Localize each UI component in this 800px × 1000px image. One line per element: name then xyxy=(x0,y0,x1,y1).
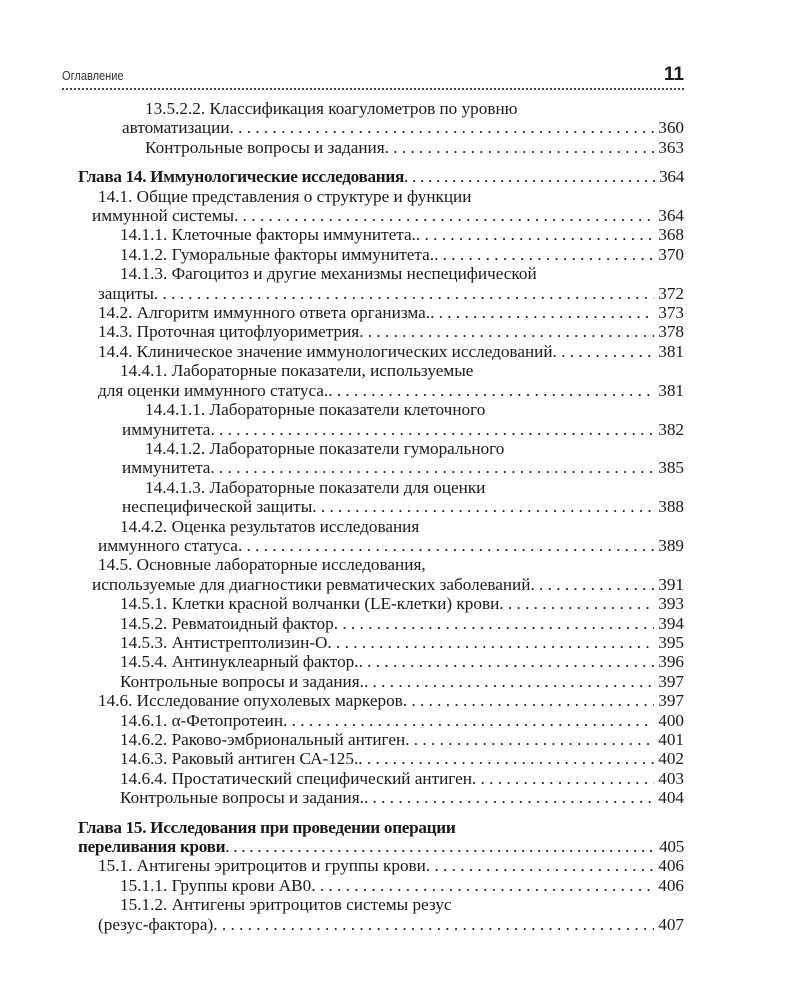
toc-line xyxy=(78,206,684,225)
toc-line xyxy=(78,303,684,322)
dot-leader xyxy=(385,138,655,157)
toc-line xyxy=(78,284,684,303)
toc-line xyxy=(78,769,684,788)
toc-entry-title: иммунной системы xyxy=(92,206,235,226)
running-header xyxy=(62,64,684,90)
toc-page-number: 389 xyxy=(658,535,684,555)
dot-leader xyxy=(416,225,654,244)
toc-entry-title: (резус-фактора) xyxy=(98,914,214,934)
dot-leader xyxy=(225,837,655,856)
toc-page-number: 397 xyxy=(658,671,684,691)
toc-line xyxy=(78,99,684,118)
dot-leader xyxy=(364,788,654,807)
dot-leader xyxy=(405,730,654,749)
toc-line xyxy=(78,536,684,555)
toc-entry[interactable] xyxy=(78,303,684,322)
toc-page-number: 394 xyxy=(658,613,684,633)
toc-page-number: 401 xyxy=(658,730,684,749)
dot-leader xyxy=(210,420,654,439)
toc-entry-title: неспецифической защиты xyxy=(122,497,313,517)
toc-page-number: 370 xyxy=(658,244,684,264)
toc-line xyxy=(78,225,684,244)
toc-entry-title: 15.1. Антигены эритроцитов и группы крови xyxy=(98,856,426,876)
toc-entry-title: 14.4.1.3. Лабораторные показатели для оценки xyxy=(145,477,486,497)
toc-line xyxy=(78,400,684,419)
toc-entry[interactable] xyxy=(78,876,684,895)
toc-entry-title: 15.1.2. Антигены эритроцитов системы резус xyxy=(120,895,452,915)
toc-entry[interactable] xyxy=(78,99,684,138)
toc-entry-title: автоматизации xyxy=(122,118,230,138)
running-header-title: Оглавление xyxy=(62,68,124,83)
toc-line xyxy=(78,497,684,516)
toc-entry-title: защиты xyxy=(98,283,154,303)
toc-line xyxy=(78,711,684,730)
toc-entry-title: 14.5.4. Антинуклеарный фактор. xyxy=(120,652,359,672)
toc-entry[interactable] xyxy=(78,672,684,691)
toc-entry[interactable] xyxy=(78,322,684,341)
toc-entry-title: 14.5. Основные лабораторные исследования, xyxy=(98,555,426,575)
toc-line xyxy=(78,876,684,895)
dot-leader xyxy=(358,749,654,768)
dot-leader xyxy=(234,206,654,225)
toc-entry[interactable] xyxy=(78,400,684,439)
toc-entry[interactable] xyxy=(78,594,684,613)
toc-entry[interactable] xyxy=(78,245,684,264)
toc-entry[interactable] xyxy=(78,856,684,875)
toc-line xyxy=(78,381,684,400)
toc-entry-title: 14.1. Общие представления о структуре и функции xyxy=(98,186,472,206)
toc-entry[interactable] xyxy=(78,895,684,934)
toc-line xyxy=(78,837,684,856)
toc-entry-title: 14.4.2. Оценка результатов исследования xyxy=(120,516,420,536)
toc-entry-title: 14.6.2. Раково-эмбриональный антиген xyxy=(120,730,406,749)
toc-page-number: 405 xyxy=(659,837,684,857)
toc-entry[interactable] xyxy=(78,730,684,749)
toc-entry-title: 14.6. Исследование опухолевых маркеров xyxy=(98,691,403,711)
toc-line xyxy=(78,856,684,875)
toc-line xyxy=(78,691,684,710)
toc-entry[interactable] xyxy=(78,711,684,730)
dot-leader xyxy=(404,167,655,186)
dot-leader xyxy=(530,575,654,594)
toc-entry[interactable] xyxy=(78,187,684,226)
table-of-contents xyxy=(78,99,684,934)
toc-line xyxy=(78,264,684,283)
toc-page-number: 395 xyxy=(658,632,684,652)
toc-entry-title: 14.1.2. Гуморальные факторы иммунитета. xyxy=(120,244,435,264)
toc-entry[interactable] xyxy=(78,225,684,244)
toc-entry-title: иммунитета xyxy=(122,419,211,439)
dot-leader xyxy=(154,284,654,303)
toc-entry-title: используемые для диагностики ревматических заболеваний xyxy=(92,574,531,594)
toc-page-number: 393 xyxy=(658,594,684,614)
toc-line xyxy=(78,555,684,574)
dot-leader xyxy=(238,536,654,555)
dot-leader xyxy=(210,458,654,477)
toc-entry-title: 14.4.1.2. Лабораторные показатели гуморального xyxy=(145,438,505,458)
toc-line xyxy=(78,594,684,613)
dot-leader xyxy=(499,594,654,613)
page-number: 11 xyxy=(663,64,684,85)
toc-entry-title: 14.1.3. Фагоцитоз и другие механизмы неспецифической xyxy=(120,264,537,284)
toc-page-number: 406 xyxy=(658,875,684,895)
toc-entry-title: Глава 15. Исследования при проведении операции xyxy=(78,817,456,837)
toc-line xyxy=(78,915,684,934)
toc-line xyxy=(78,730,684,749)
toc-line xyxy=(78,187,684,206)
dot-leader xyxy=(359,322,654,341)
toc-line xyxy=(78,895,684,914)
toc-line xyxy=(78,818,684,837)
toc-line xyxy=(78,361,684,380)
toc-page-number: 373 xyxy=(658,303,684,323)
toc-entry[interactable] xyxy=(78,788,684,807)
toc-page-number: 368 xyxy=(658,225,684,245)
toc-entry[interactable] xyxy=(78,769,684,788)
dot-leader xyxy=(312,497,654,516)
dot-leader xyxy=(213,915,654,934)
toc-chapter[interactable] xyxy=(78,167,684,186)
toc-entry-title: 14.6.3. Раковый антиген СА-125. xyxy=(120,749,359,769)
toc-entry[interactable] xyxy=(78,691,684,710)
header-divider xyxy=(62,88,684,90)
dot-leader xyxy=(327,633,654,652)
toc-page-number: 400 xyxy=(658,710,684,730)
toc-line xyxy=(78,788,684,807)
toc-entry-title: 14.6.1. α-Фетопротеин xyxy=(120,710,284,730)
toc-entry[interactable] xyxy=(78,749,684,768)
toc-entry[interactable] xyxy=(78,439,684,478)
dot-leader xyxy=(311,876,654,895)
toc-page-number: 382 xyxy=(658,419,684,439)
toc-line xyxy=(78,245,684,264)
dot-leader xyxy=(230,118,655,137)
toc-page-number: 388 xyxy=(658,497,684,517)
toc-entry[interactable] xyxy=(78,264,684,303)
toc-entry[interactable] xyxy=(78,478,684,517)
toc-page-number: 381 xyxy=(658,380,684,400)
toc-line xyxy=(78,614,684,633)
toc-entry[interactable] xyxy=(78,138,684,157)
toc-entry-title: 14.5.3. Антистрептолизин-О xyxy=(120,632,328,652)
toc-entry-title: Глава 14. Иммунологические исследования xyxy=(78,167,405,187)
toc-line xyxy=(78,167,684,186)
dot-leader xyxy=(364,672,654,691)
toc-page-number: 406 xyxy=(658,856,684,876)
toc-line xyxy=(78,575,684,594)
dot-leader xyxy=(472,769,654,788)
toc-line xyxy=(78,342,684,361)
dot-leader xyxy=(403,691,654,710)
dot-leader xyxy=(426,856,654,875)
toc-line xyxy=(78,118,684,137)
dot-leader xyxy=(334,614,655,633)
dot-leader xyxy=(434,245,654,264)
toc-entry[interactable] xyxy=(78,555,684,594)
toc-entry-title: 13.5.2.2. Классификация коагулометров по уровню xyxy=(145,99,518,118)
dot-leader xyxy=(283,711,654,730)
toc-page-number: 360 xyxy=(658,118,684,138)
toc-entry[interactable] xyxy=(78,633,684,652)
toc-line xyxy=(78,138,684,157)
toc-entry[interactable] xyxy=(78,342,684,361)
toc-page-number: 378 xyxy=(658,322,684,342)
toc-entry[interactable] xyxy=(78,517,684,556)
toc-entry-title: переливания крови xyxy=(78,837,226,857)
toc-line xyxy=(78,420,684,439)
toc-chapter[interactable] xyxy=(78,818,684,857)
toc-entry-title: 14.5.1. Клетки красной волчанки (LE-клетки) крови xyxy=(120,594,500,614)
toc-page-number: 364 xyxy=(659,167,684,187)
toc-entry[interactable] xyxy=(78,652,684,671)
toc-page-number: 404 xyxy=(658,788,684,808)
toc-entry-title: иммунитета xyxy=(122,458,211,478)
dot-leader xyxy=(430,303,654,322)
toc-page-number: 402 xyxy=(658,749,684,769)
toc-page-number: 385 xyxy=(658,458,684,478)
toc-line xyxy=(78,517,684,536)
toc-entry-title: для оценки иммунного статуса. xyxy=(98,380,329,400)
toc-entry-title: 14.4. Клиническое значение иммунологических исследований xyxy=(98,341,553,361)
toc-line xyxy=(78,652,684,671)
toc-line xyxy=(78,672,684,691)
toc-entry-title: Контрольные вопросы и задания xyxy=(145,137,385,157)
toc-entry-title: Контрольные вопросы и задания. xyxy=(120,788,364,808)
toc-line xyxy=(78,458,684,477)
toc-page-number: 391 xyxy=(658,574,684,594)
toc-entry-title: 15.1.1. Группы крови АВ0 xyxy=(120,875,312,895)
toc-line xyxy=(78,749,684,768)
dot-leader xyxy=(553,342,655,361)
toc-entry-title: 14.6.4. Простатический специфический антиген xyxy=(120,768,472,788)
toc-entry-title: 14.5.2. Ревматоидный фактор xyxy=(120,613,334,633)
toc-entry[interactable] xyxy=(78,361,684,400)
toc-entry-title: иммунного статуса xyxy=(98,535,238,555)
toc-line xyxy=(78,478,684,497)
toc-entry-title: 14.4.1.1. Лабораторные показатели клеточного xyxy=(145,400,486,420)
dot-leader xyxy=(359,652,655,671)
toc-line xyxy=(78,633,684,652)
toc-entry-title: 14.3. Проточная цитофлуориметрия xyxy=(98,322,360,342)
toc-page-number: 364 xyxy=(658,206,684,226)
toc-entry-title: Контрольные вопросы и задания. xyxy=(120,671,364,691)
toc-page-number: 403 xyxy=(658,768,684,788)
toc-page-number: 396 xyxy=(658,652,684,672)
toc-line xyxy=(78,322,684,341)
toc-page-number: 397 xyxy=(658,691,684,711)
toc-entry-title: 14.4.1. Лабораторные показатели, используемые xyxy=(120,361,474,381)
toc-page-number: 407 xyxy=(658,914,684,934)
toc-entry-title: 14.1.1. Клеточные факторы иммунитета. xyxy=(120,225,416,245)
toc-page-number: 381 xyxy=(658,341,684,361)
toc-entry[interactable] xyxy=(78,614,684,633)
toc-line xyxy=(78,439,684,458)
toc-page-number: 363 xyxy=(658,137,684,157)
dot-leader xyxy=(328,381,654,400)
toc-page-number: 372 xyxy=(658,283,684,303)
toc-entry-title: 14.2. Алгоритм иммунного ответа организма. xyxy=(98,303,431,323)
